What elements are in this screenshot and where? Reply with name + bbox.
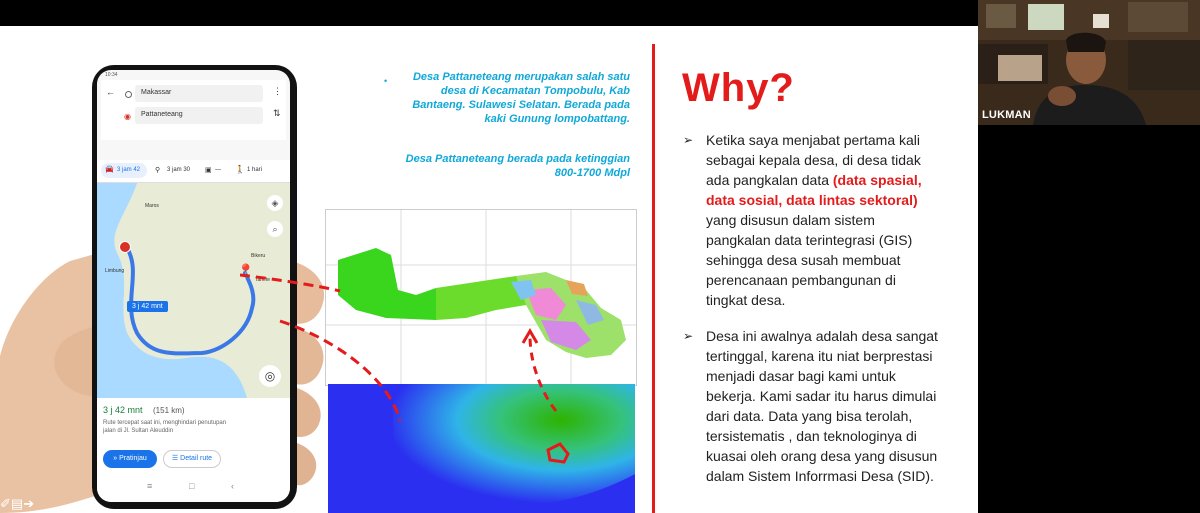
bullet-dot: • xyxy=(384,76,388,86)
arrow-right-icon[interactable]: ➔ xyxy=(23,496,35,511)
motorbike-icon: ⚲ xyxy=(155,167,161,174)
layers-icon[interactable]: ◈ xyxy=(267,195,283,211)
route-details-label: Detail rute xyxy=(180,455,213,462)
point-two-line: tersistematis , dan teknologinya di xyxy=(706,428,917,444)
intro-line: kaki Gunung lompobattang. xyxy=(484,113,630,125)
more-vert-icon[interactable]: ⋮ xyxy=(273,86,282,96)
start-preview-label: Pratinjau xyxy=(119,455,147,462)
status-time: 10:34 xyxy=(105,72,118,78)
mode-car-label: 3 jam 42 xyxy=(117,167,141,173)
point-one-line: perencanaan pembangunan di xyxy=(706,272,896,288)
participant-name: LUKMAN xyxy=(982,109,1031,121)
point-two-line: Desa ini awalnya adalah desa sangat xyxy=(706,328,938,344)
webcam-scene xyxy=(978,0,1200,125)
point-two-line: dalam Sistem Inforrmasi Desa (SID). xyxy=(706,468,934,484)
slide-divider xyxy=(652,44,655,513)
route-summary-time: 3 j 42 mnt xyxy=(103,405,143,415)
origin-marker-icon xyxy=(119,241,131,253)
point-one-highlight: data sosial, data lintas sektoral) xyxy=(706,192,918,208)
presentation-slide xyxy=(0,26,978,513)
point-two-line: bekerja. Kami sadar itu harus dimulai xyxy=(706,388,937,404)
transit-icon: ▣ xyxy=(205,167,212,174)
route-description-line2: jalan di Jl. Sultan Aleuddin xyxy=(103,428,174,434)
altitude-line: Desa Pattaneteang berada pada ketinggian xyxy=(405,153,630,165)
point-one-line: tingkat desa. xyxy=(706,292,786,308)
point-two-line: tertinggal, karena itu niat berprestasi xyxy=(706,348,933,364)
origin-field[interactable] xyxy=(135,85,263,102)
intro-line: Desa Pattaneteang merupakan salah satu xyxy=(412,71,630,83)
nav-menu-icon[interactable]: ≡ xyxy=(147,481,153,491)
altitude-paragraph xyxy=(398,152,630,180)
destination-marker-icon: 📍 xyxy=(237,263,255,279)
point-one-text: ada pangkalan data xyxy=(706,172,833,188)
connector-arrows xyxy=(240,261,570,513)
mode-tab-motorbike[interactable] xyxy=(153,163,199,178)
mode-tab-car[interactable] xyxy=(101,163,147,178)
navigation-icon: » xyxy=(113,455,118,462)
point-one-line: Ketika saya menjabat pertama kali xyxy=(706,132,920,148)
point-two-line: kuasai oleh orang desa yang disusun xyxy=(706,448,938,464)
destination-pin-icon: ◉ xyxy=(124,112,131,121)
point-two-line: menjadi dasar bagi kami untuk xyxy=(706,368,896,384)
mode-tab-transit[interactable] xyxy=(201,163,227,178)
back-arrow-icon[interactable]: ← xyxy=(106,87,115,97)
map-label-maros: Maros xyxy=(145,203,159,209)
point-two xyxy=(683,326,976,486)
arrow-bullet-icon: ➢ xyxy=(683,329,694,343)
list-icon: ☰ xyxy=(171,455,179,462)
route-summary-distance: (151 km) xyxy=(153,406,185,415)
route-duration-badge[interactable]: 3 j 42 mnt xyxy=(127,301,168,312)
travel-mode-tabs xyxy=(97,160,290,183)
route-details-button[interactable] xyxy=(163,450,221,468)
intro-paragraph xyxy=(398,70,630,126)
mode-transit-label: — xyxy=(215,167,221,173)
walk-icon: 🚶 xyxy=(235,165,245,174)
destination-text: Pattaneteang xyxy=(141,111,183,118)
my-location-icon[interactable]: ◎ xyxy=(259,365,281,387)
origin-text: Makassar xyxy=(141,89,172,96)
intro-line: Bantaeng. Sulawesi Selatan. Berada pada xyxy=(412,99,630,111)
point-one-line xyxy=(706,170,966,190)
origin-dot-icon xyxy=(125,91,132,98)
point-two-line: dari data. Data yang bisa terolah, xyxy=(706,408,913,424)
destination-field[interactable] xyxy=(135,107,263,124)
point-one-line: sebagai kepala desa, di desa tidak xyxy=(706,152,921,168)
altitude-line: 800-1700 Mdpl xyxy=(554,167,630,179)
point-one-line: pangkalan data terintegrasi (GIS) xyxy=(706,232,913,248)
webcam-video[interactable] xyxy=(978,0,1200,125)
point-one-line: yang disusun dalam sistem xyxy=(706,212,875,228)
pen-icon[interactable]: ✐ xyxy=(0,496,11,511)
start-preview-button[interactable] xyxy=(103,450,157,468)
why-title: Why? xyxy=(682,66,795,110)
mode-tab-walk[interactable] xyxy=(233,163,273,178)
document-icon[interactable]: ▤ xyxy=(10,496,24,511)
car-icon: 🚘 xyxy=(105,166,114,173)
map-label-tanete: Tanete xyxy=(255,277,271,283)
nav-home-icon[interactable]: □ xyxy=(189,481,195,491)
mode-motorbike-label: 3 jam 30 xyxy=(167,167,191,173)
point-one-line: sehingga desa susah membuat xyxy=(706,252,901,268)
mode-walk-label: 1 hari xyxy=(247,167,263,173)
map-label-bikeru: Bikeru xyxy=(251,253,266,259)
directions-panel xyxy=(101,80,286,140)
arrow-bullet-icon: ➢ xyxy=(683,133,694,147)
search-icon[interactable]: ⌕ xyxy=(267,221,283,237)
intro-line: desa di Kecamatan Tompobulu, Kab xyxy=(440,85,630,97)
map-label-limbung: Limbung xyxy=(105,268,125,274)
nav-back-icon[interactable]: ‹ xyxy=(231,481,234,491)
point-one xyxy=(683,130,966,310)
point-one-highlight: (data spasial, xyxy=(832,172,922,188)
route-description-line1: Rute tercepat saat ini, menghindari penutupan xyxy=(103,420,227,426)
bottom-toolbar xyxy=(0,496,34,512)
swap-icon[interactable]: ⇅ xyxy=(273,108,281,118)
